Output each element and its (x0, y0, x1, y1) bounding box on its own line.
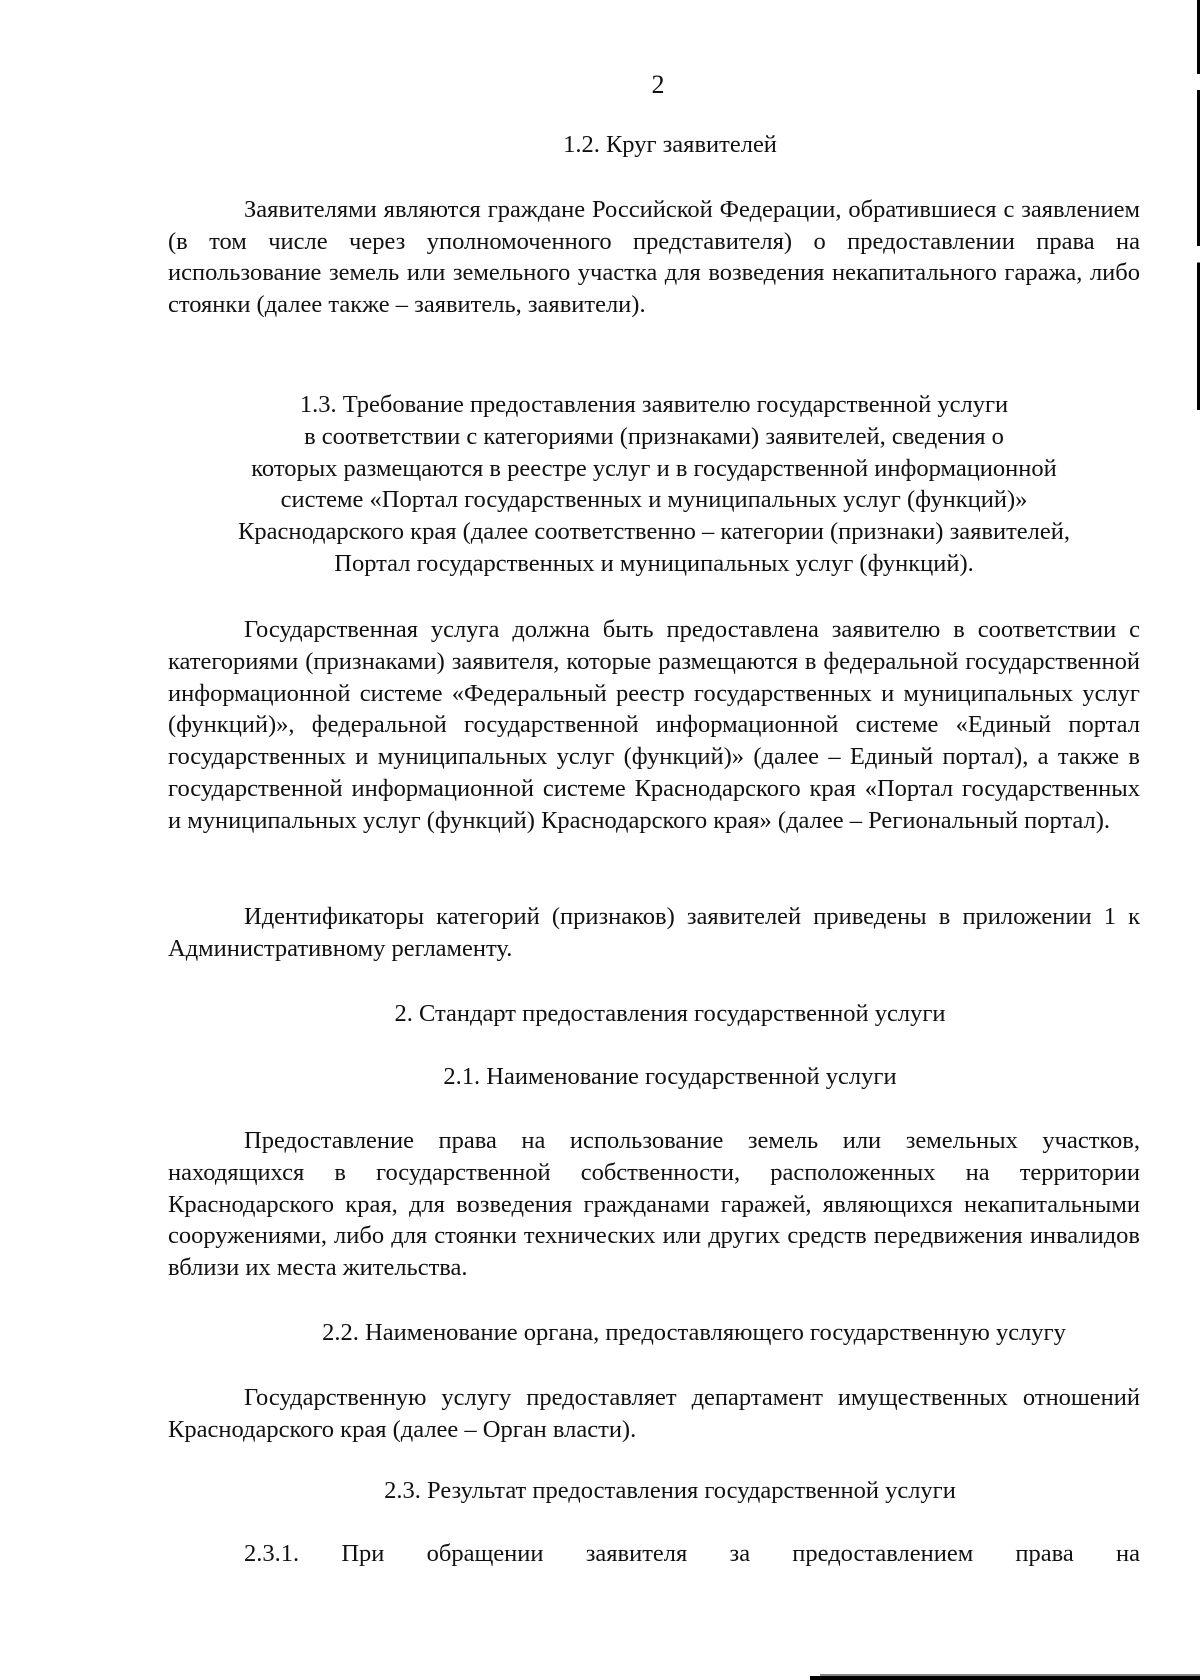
section-2-1-paragraph: Предоставление права на использование земель или земельных участков, находящихся в государственной собственности, расположенных на территории Краснодарского края, для возведения гражданами гаражей, являющихся некапитальными сооружениями, либо для стоянки технических или других средств передвижения инвалидов вблизи их места жительства. (168, 1127, 1140, 1282)
scan-edge-bottom (810, 1676, 1200, 1680)
section-1-3-heading-line: которых размещаются в реестре услуг и в государственной информационной (251, 454, 1057, 482)
section-2-2-heading: 2.2. Наименование органа, предоставляющего государственную услугу (322, 1319, 1066, 1346)
section-2-3-heading: 2.3. Результат предоставления государственной услуги (384, 1477, 956, 1504)
section-1-2-paragraph: Заявителями являются граждане Российской Федерации, обратившиеся с заявлением (в том числе через уполномоченного представителя) о предоставлении права на использование земель или земельного участка для возведения некапитального гаража, либо стоянки (далее также – заявитель, заявители). (168, 196, 1140, 318)
section-2-3-paragraph: 2.3.1. При обращении заявителя за предоставлением права на (244, 1540, 1140, 1567)
section-1-3-heading-line: 1.3. Требование предоставления заявителю государственной услуги (299, 391, 1009, 418)
section-1-3-heading-line: Краснодарского края (далее соответственно – категории (признаки) заявителей, (238, 518, 1070, 546)
section-1-3-heading-line: в соответствии с категориями (признаками) заявителей, сведения о (304, 422, 1004, 450)
section-1-3-heading-line: Портал государственных и муниципальных услуг (функций). (334, 549, 974, 577)
section-1-3-paragraph-1: Государственная услуга должна быть предоставлена заявителю в соответствии с категориями (признаками) заявителя, которые размещаются в федеральной государственной информационной системе «Федеральный реестр государственных и муниципальных услуг (функций)», федеральной государственной информационной системе «Единый портал государственных и муниципальных услуг (функций)» (далее – Единый портал), а также в государственной информационной системе Краснодарского края «Портал государственных и муниципальных услуг (функций) Краснодарского края» (далее – Региональный портал). (168, 616, 1140, 834)
section-1-3-paragraph-2: Идентификаторы категорий (признаков) заявителей приведены в приложении 1 к Административному регламенту. (168, 903, 1140, 962)
section-1-3-heading-line: системе «Портал государственных и муниципальных услуг (функций)» (280, 486, 1028, 514)
section-2-1-heading: 2.1. Наименование государственной услуги (443, 1063, 897, 1090)
section-2-2-paragraph: Государственную услугу предоставляет департамент имущественных отношений Краснодарского края (далее – Орган власти). (168, 1384, 1140, 1443)
section-2-heading: 2. Стандарт предоставления государственной услуги (394, 1000, 946, 1027)
section-1-3-heading (168, 389, 1140, 580)
page-number: 2 (651, 70, 665, 99)
section-1-2-heading: 1.2. Круг заявителей (563, 131, 777, 158)
